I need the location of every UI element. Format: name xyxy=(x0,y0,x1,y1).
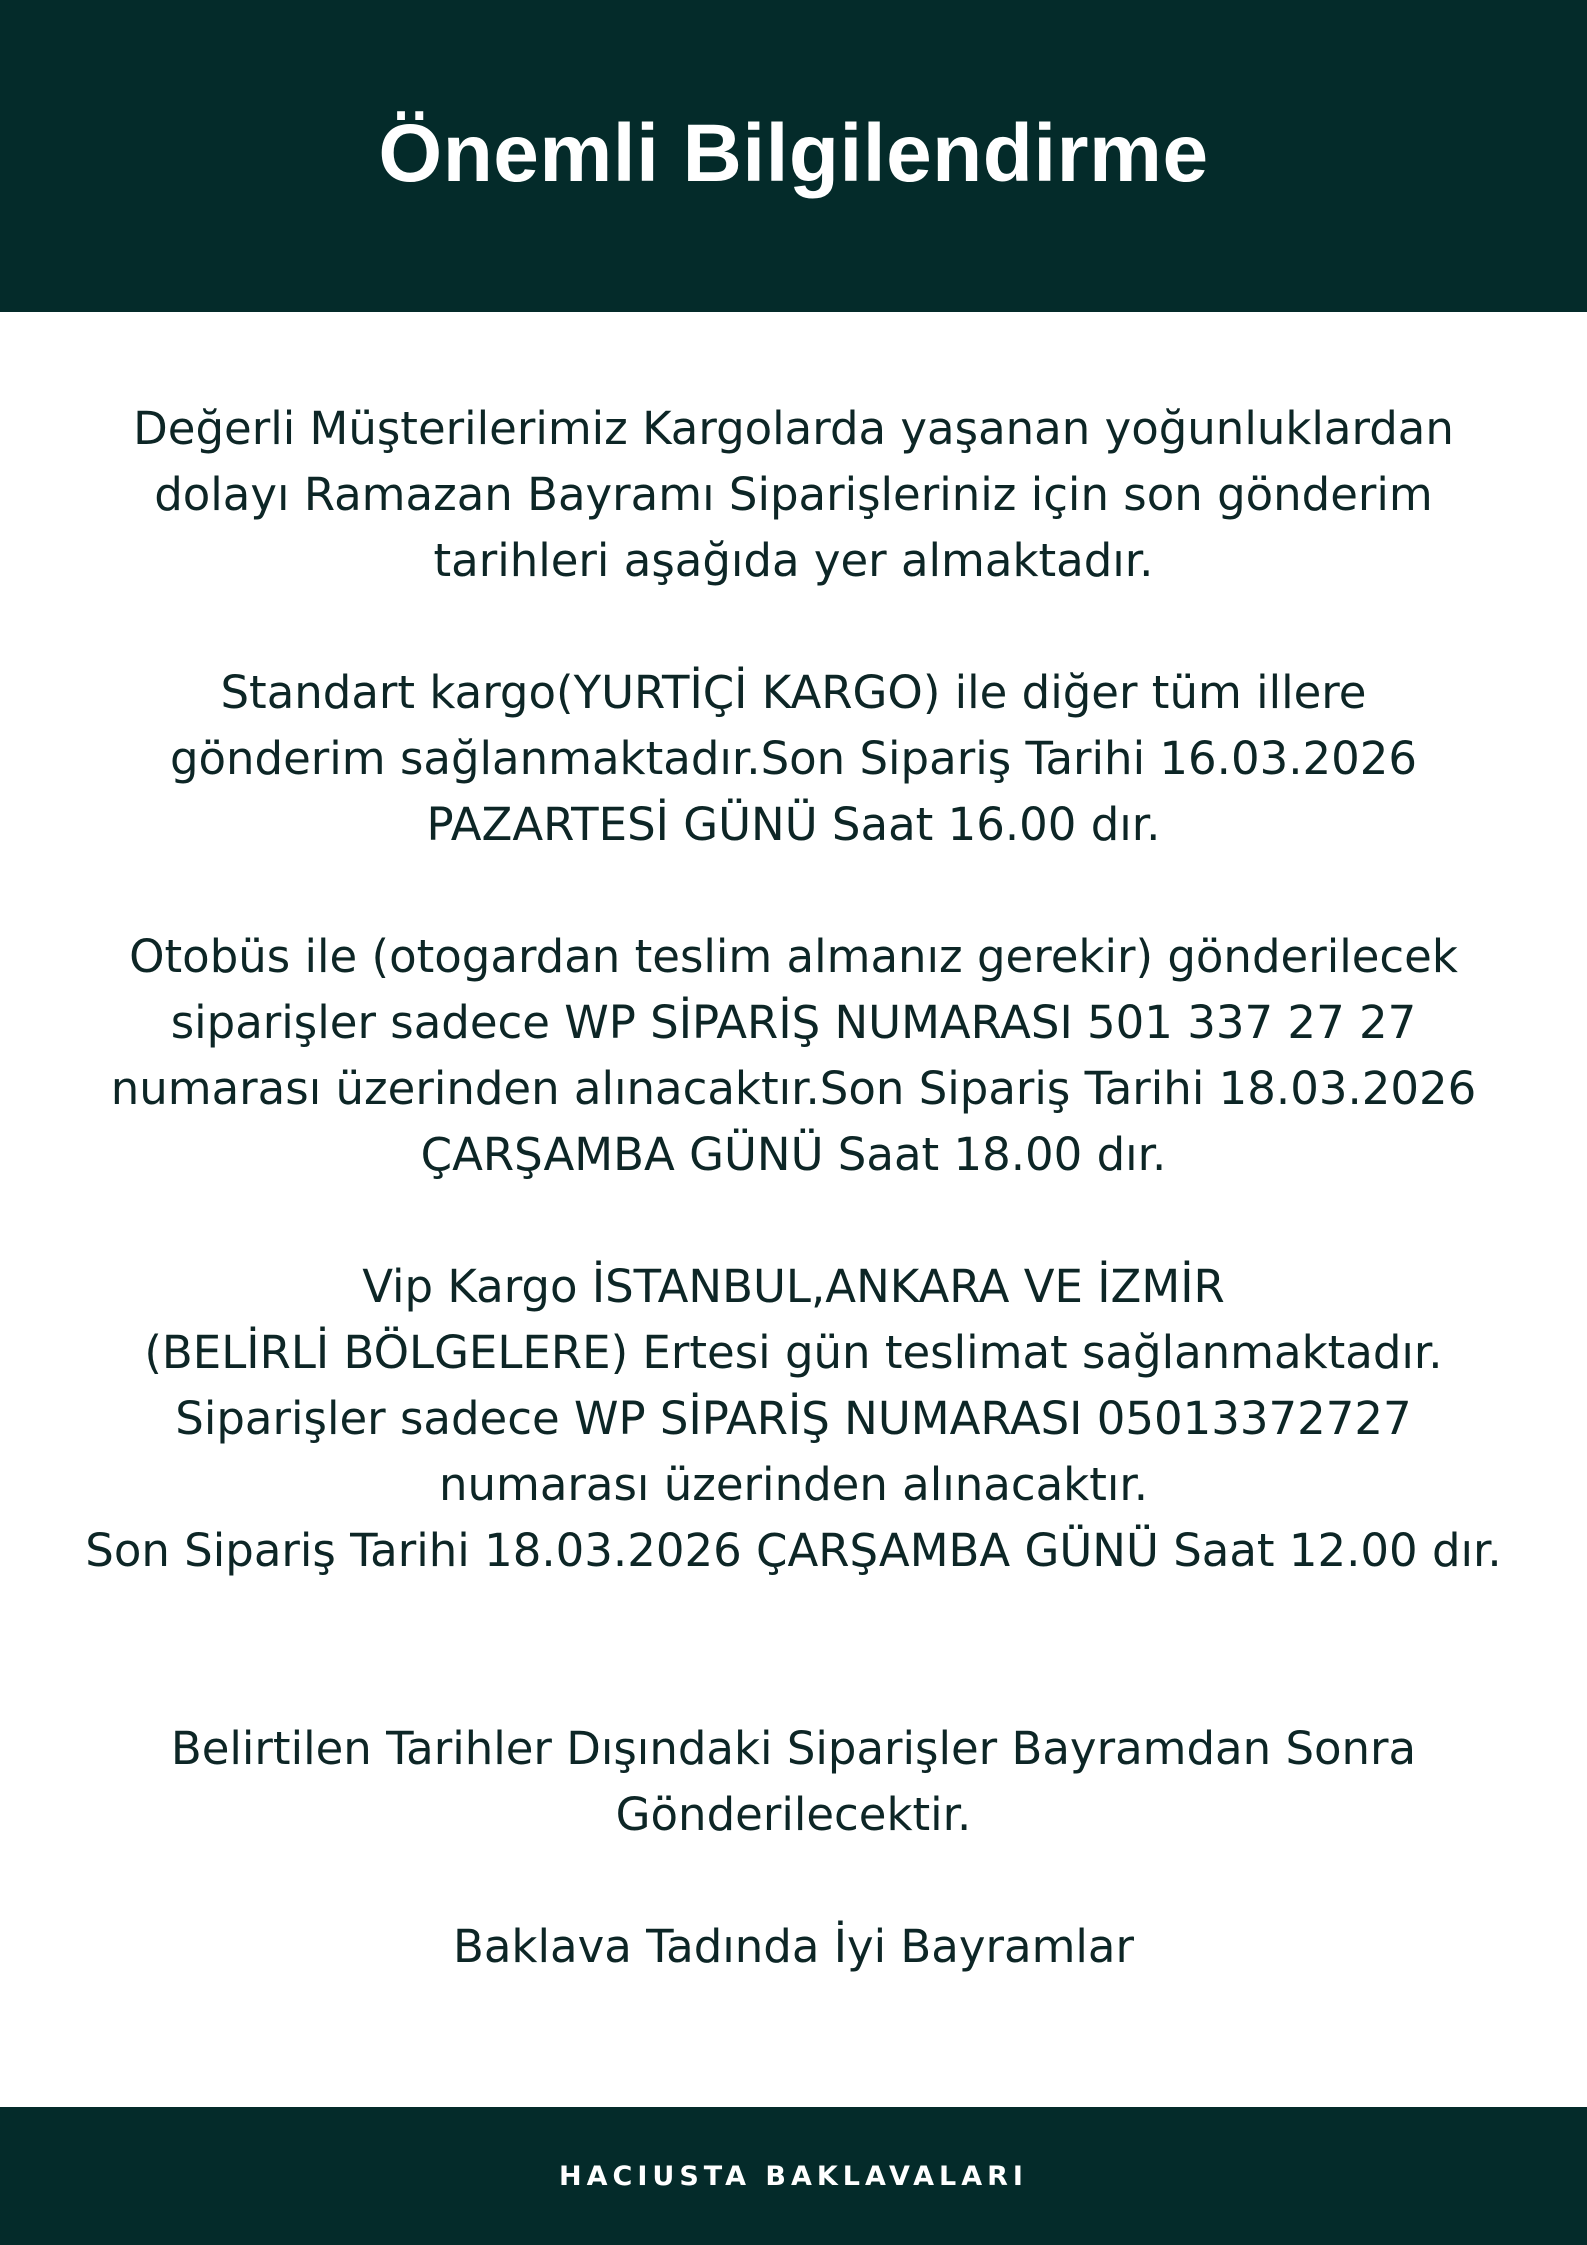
intro-line: tarihleri aşağıda yer almaktadır. xyxy=(433,534,1154,587)
holiday-greeting: Baklava Tadında İyi Bayramlar xyxy=(452,1920,1135,1973)
vip-cargo-line: Son Sipariş Tarihi 18.03.2026 ÇARŞAMBA GÜNÜ Saat 12.00 dır. xyxy=(85,1524,1502,1577)
standard-cargo-paragraph xyxy=(60,660,1527,858)
bus-delivery-line: numarası üzerinden alınacaktır.Son Sipariş Tarihi 18.03.2026 xyxy=(110,1062,1477,1115)
vip-cargo-line: numarası üzerinden alınacaktır. xyxy=(438,1458,1149,1511)
bus-delivery-line: ÇARŞAMBA GÜNÜ Saat 18.00 dır. xyxy=(420,1128,1167,1181)
brand-name: HACIUSTA BAKLAVALARI xyxy=(559,2160,1028,2192)
vip-cargo-line: (BELİRLİ BÖLGELERE) Ertesi gün teslimat sağlanmaktadır. xyxy=(144,1326,1443,1379)
bus-delivery-paragraph xyxy=(60,924,1527,1188)
bus-delivery-line: Otobüs ile (otogardan teslim almanız gerekir) gönderilecek xyxy=(129,930,1458,983)
header-banner xyxy=(0,0,1587,312)
bus-delivery-line: siparişler sadece WP SİPARİŞ NUMARASI 501 337 27 27 xyxy=(170,996,1417,1049)
standard-cargo-line: Standart kargo(YURTİÇİ KARGO) ile diğer tüm illere xyxy=(220,666,1367,719)
note-line: Belirtilen Tarihler Dışındaki Siparişler Bayramdan Sonra xyxy=(170,1722,1417,1775)
intro-line: dolayı Ramazan Bayramı Siparişleriniz için son gönderim xyxy=(154,468,1433,521)
standard-cargo-line: gönderim sağlanmaktadır.Son Sipariş Tarihi 16.03.2026 xyxy=(169,732,1418,785)
intro-paragraph xyxy=(60,396,1527,594)
vip-cargo-line: Vip Kargo İSTANBUL,ANKARA VE İZMİR xyxy=(362,1260,1225,1313)
announcement-body xyxy=(60,396,1527,1980)
page-title: Önemli Bilgilendirme xyxy=(378,108,1209,199)
vip-cargo-line: Siparişler sadece WP SİPARİŞ NUMARASI 05013372727 xyxy=(175,1392,1412,1445)
note-paragraph xyxy=(60,1716,1527,1848)
vip-cargo-paragraph xyxy=(60,1254,1527,1584)
footer-banner xyxy=(0,2107,1587,2245)
standard-cargo-line: PAZARTESİ GÜNÜ Saat 16.00 dır. xyxy=(426,798,1161,851)
note-line: Gönderilecektir. xyxy=(615,1788,972,1841)
intro-line: Değerli Müşterilerimiz Kargolarda yaşanan yoğunluklardan xyxy=(133,402,1454,455)
